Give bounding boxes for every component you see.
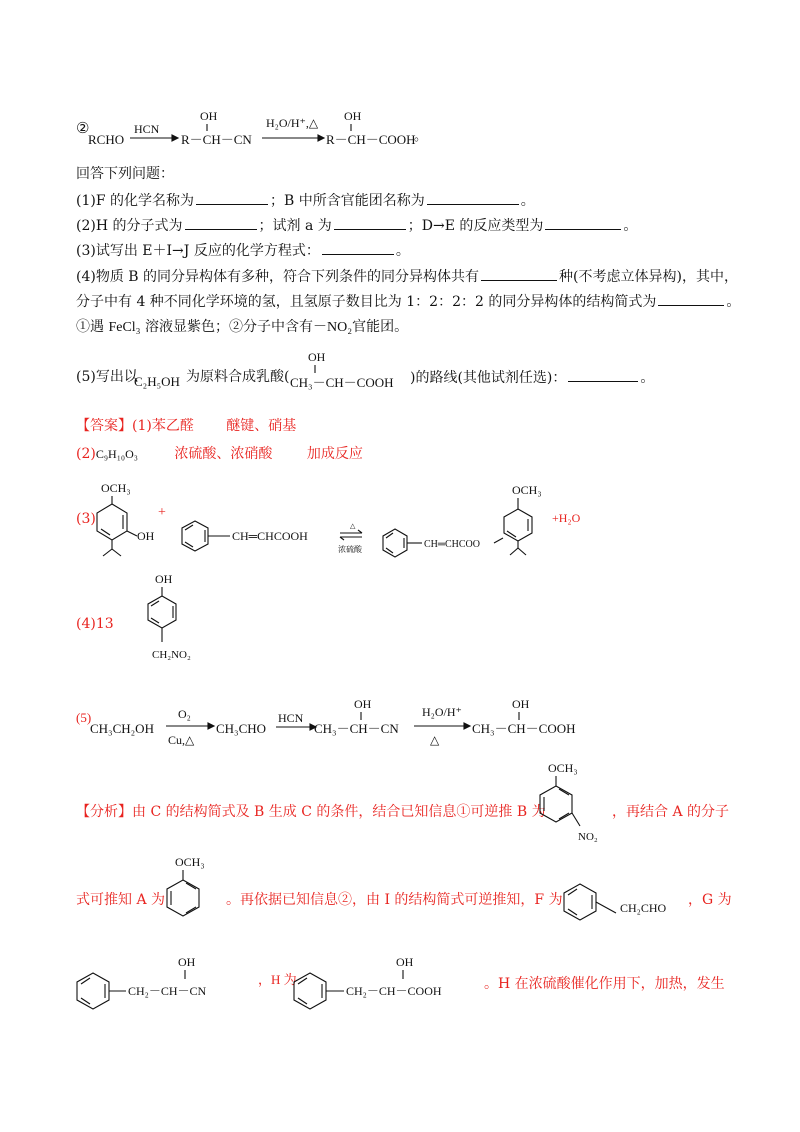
- analysis-text-1: 由 C 的结构简式及 B 生成 C 的条件，结合已知信息①可逆推 B 为: [132, 804, 546, 820]
- q4-text-a: (4)物质 B 的同分异构体有多种，符合下列条件的同分异构体共有: [76, 269, 480, 285]
- answer-tag: 【答案】: [76, 418, 132, 434]
- water-product: +H₂O: [552, 511, 581, 525]
- condition-catalyst: 浓硫酸: [338, 545, 362, 554]
- answer-3-label: (3): [76, 511, 96, 527]
- reactant-text: RCHO: [88, 132, 125, 147]
- oh-label-2: OH: [344, 109, 362, 123]
- q4b-text-b: 。: [726, 294, 741, 310]
- reagent-acid: H₂O/H⁺,△: [266, 116, 319, 130]
- answer-5-label: (5): [76, 710, 92, 725]
- analysis-tag: 【分析】: [76, 804, 132, 820]
- och3-label: OCH₃: [101, 481, 131, 495]
- route-heat: △: [430, 733, 440, 747]
- route-reagent-hcn: HCN: [278, 711, 304, 725]
- oh-label: OH: [200, 109, 218, 123]
- ethanol-formula: C₂H₅OH: [134, 374, 180, 389]
- route-cyanohydrin: CH₃－CH－CN: [314, 721, 399, 736]
- route-reagent-cu: Cu,△: [168, 733, 195, 747]
- q2-text-a: (2)H 的分子式为: [76, 218, 183, 234]
- answer-1a: (1)苯乙醛: [132, 418, 194, 434]
- route-lactic-acid: CH₃－CH－COOH: [472, 721, 576, 736]
- route-reagent-o2: O₂: [178, 707, 191, 721]
- fecl3-formula: FeCl₃: [108, 320, 141, 335]
- q4-text-b: 种(不考虑立体异构)，其中，: [559, 269, 738, 285]
- answer-2-label: (2): [76, 446, 96, 462]
- no2-group: －NO₂: [313, 320, 353, 335]
- q5-text-b: 为原料合成乳酸(: [186, 369, 290, 385]
- analysis-text-2b: 。再依据已知信息②，由 I 的结构简式可逆推知，F 为: [226, 892, 563, 908]
- final-product: R－CH－COOH: [326, 132, 416, 147]
- cond-text-b: 溶液显紫色；②分子中含有: [145, 319, 314, 335]
- analysis-text-1b: ，再结合 A 的分子: [612, 804, 730, 820]
- q2-text-c: ；D→E 的反应类型为: [407, 218, 544, 234]
- analysis-text-2: 式可推知 A 为: [76, 892, 166, 908]
- route-oh: OH: [354, 697, 372, 711]
- analysis-text-2c: ，G 为: [688, 892, 732, 908]
- g-chain: CH₂－CH－CN: [128, 984, 207, 998]
- mid-product: R－CH－CN: [181, 132, 252, 147]
- h-chain: CH₂－CH－COOH: [346, 984, 442, 998]
- route-reagent-acid: H₂O/H⁺: [422, 705, 462, 719]
- g-oh: OH: [178, 955, 196, 969]
- route-oh-2: OH: [512, 697, 530, 711]
- answer-1b: 醚键、硝基: [226, 418, 297, 434]
- condition-heat: △: [350, 522, 356, 530]
- b-och3: OCH₃: [548, 761, 578, 775]
- plus-sign: +: [158, 505, 166, 520]
- route-acetaldehyde: CH₃CHO: [216, 721, 267, 736]
- q3-text-a: (3)试写出 E＋I→J 反应的化学方程式：: [76, 243, 320, 259]
- lactic-formula: CH₃－CH－COOH: [290, 375, 394, 390]
- q5-text-a: (5)写出以: [76, 369, 138, 385]
- answer-2c: 加成反应: [306, 446, 363, 462]
- period: 。: [414, 128, 428, 143]
- och3-label-product: OCH₃: [512, 483, 542, 497]
- q1-text-b: ；B 中所含官能团名称为: [270, 193, 425, 209]
- answer-2-formula: C₉H₁₀O₃: [95, 447, 138, 461]
- prompt: 回答下列问题：: [76, 166, 174, 182]
- q1-text-a: (1)F 的化学名称为: [76, 193, 194, 209]
- oh-label: OH: [137, 529, 155, 543]
- oh-label: OH: [155, 572, 173, 586]
- route-start: CH₃CH₂OH: [90, 721, 154, 736]
- ch2no2-label: CH₂NO₂: [152, 649, 191, 661]
- info-marker: ②: [76, 119, 90, 137]
- ester-chain: CH═CHCOO: [424, 539, 480, 550]
- h-oh: OH: [396, 955, 414, 969]
- q4b-text-a: 分子中有 4 种不同化学环境的氢，且氢原子数目比为 1：2：2：2 的同分异构体的结构简式为: [76, 294, 657, 310]
- answer-4-label: (4)13: [76, 616, 114, 632]
- lactic-oh: OH: [308, 350, 326, 364]
- q2-text-d: 。: [623, 218, 638, 234]
- reagent-hcn: HCN: [134, 122, 160, 136]
- q5-text-c: )的路线(其他试剂任选)：: [410, 370, 567, 386]
- a-och3: OCH₃: [175, 855, 205, 869]
- cond-text-a: ①遇: [76, 319, 104, 335]
- b-no2: NO₂: [578, 831, 598, 843]
- cond-text-c: 官能团。: [352, 319, 409, 335]
- q3-text-b: 。: [395, 243, 410, 259]
- q1-text-c: 。: [520, 193, 535, 209]
- q2-text-b: ；试剂 a 为: [258, 218, 332, 234]
- answer-2b: 浓硫酸、浓硝酸: [174, 446, 273, 462]
- cinnamic-acid: CH═CHCOOH: [232, 529, 308, 543]
- analysis-text-3a: ，H 为: [258, 972, 297, 987]
- analysis-text-3b: 。H 在浓硫酸催化作用下，加热，发生: [484, 976, 725, 992]
- f-ch2cho: CH₂CHO: [620, 901, 667, 915]
- q5-text-d: 。: [640, 370, 655, 386]
